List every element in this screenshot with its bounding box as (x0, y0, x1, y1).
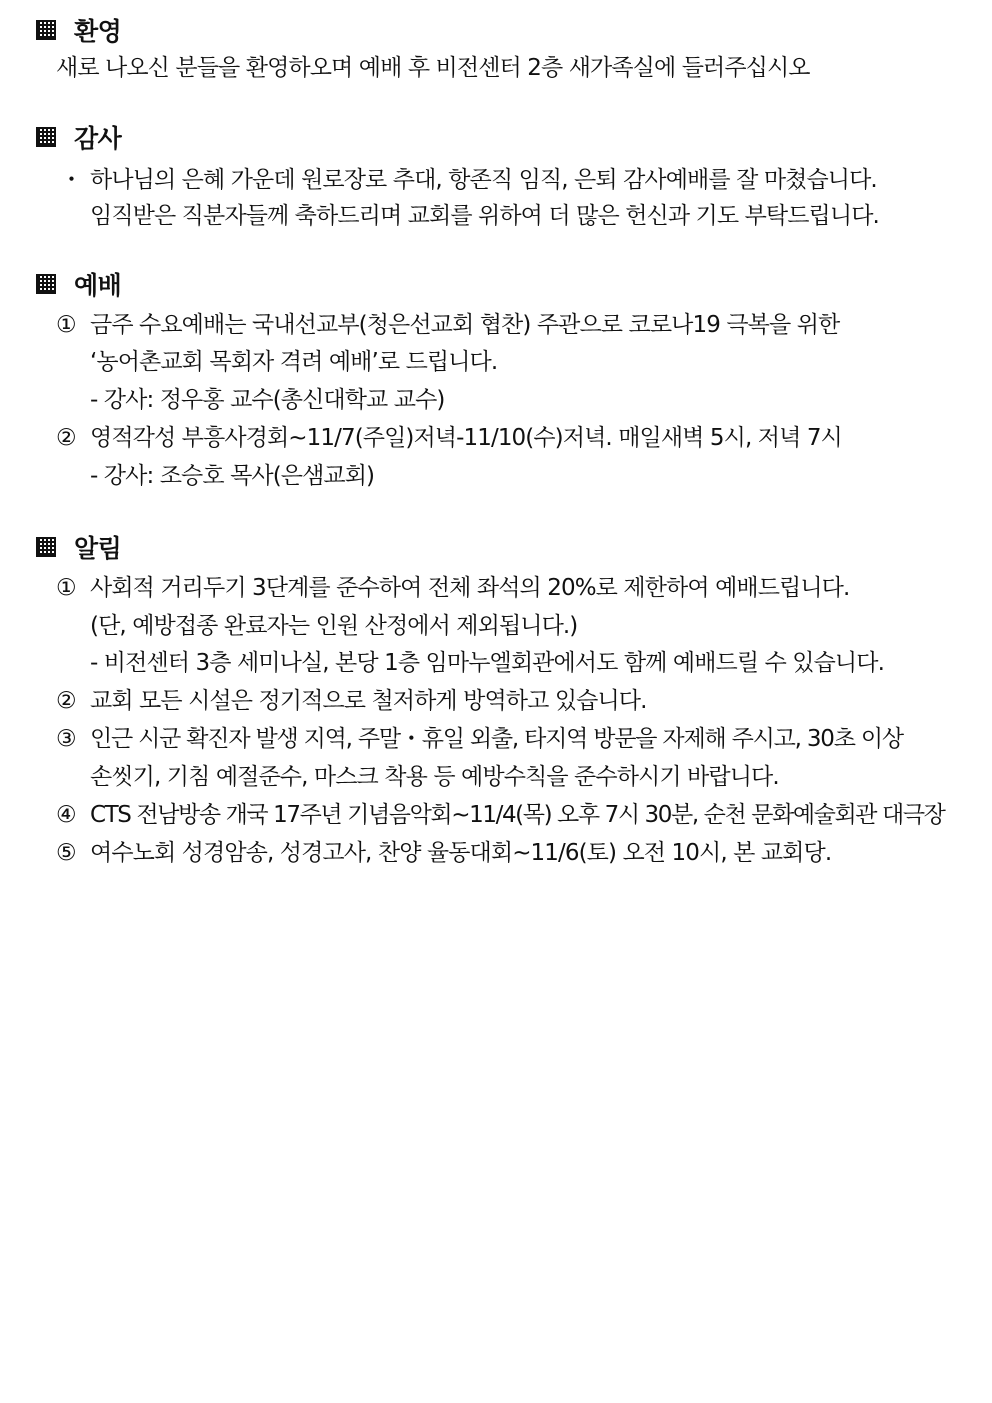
thanks-heading-text: 감사 (74, 124, 122, 153)
worship-item-1-number: ① (56, 312, 77, 338)
notice-heading (36, 531, 121, 563)
square-bullet-icon (36, 127, 56, 147)
welcome-heading (36, 14, 121, 46)
welcome-heading-text: 환영 (74, 17, 122, 46)
worship-item-1-line-1: 금주 수요예배는 국내선교부(청은선교회 협찬) 주관으로 코로나19 극복을 위한 (90, 312, 840, 338)
notice-item-5-number: ⑤ (56, 840, 77, 866)
worship-item-2-number: ② (56, 425, 77, 451)
notice-item-5-line-1: 여수노회 성경암송, 성경고사, 찬양 율동대회~11/6(토) 오전 10시, 본 교회당. (90, 840, 832, 866)
notice-item-4-line-1: CTS 전남방송 개국 17주년 기념음악회~11/4(목) 오후 7시 30분, 순천 문화예술회관 대극장 (90, 802, 945, 828)
thanks-line-2: 임직받은 직분자들께 축하드리며 교회를 위하여 더 많은 헌신과 기도 부탁드립니다. (90, 203, 879, 229)
thanks-bullet: ・ (60, 167, 83, 193)
notice-item-2-number: ② (56, 688, 77, 714)
notice-item-4-number: ④ (56, 802, 77, 828)
notice-item-1-line-1: 사회적 거리두기 3단계를 준수하여 전체 좌석의 20%로 제한하여 예배드립니다. (90, 575, 850, 601)
welcome-text: 새로 나오신 분들을 환영하오며 예배 후 비전센터 2층 새가족실에 들러주십시오 (56, 55, 810, 81)
worship-heading (36, 268, 121, 300)
notice-item-1-line-2: (단, 예방접종 완료자는 인원 산정에서 제외됩니다.) (90, 613, 578, 639)
worship-item-2-line-1: 영적각성 부흥사경회~11/7(주일)저녁-11/10(수)저녁. 매일새벽 5시, 저녁 7시 (90, 425, 842, 451)
notice-item-2-line-1: 교회 모든 시설은 정기적으로 철저하게 방역하고 있습니다. (90, 688, 647, 714)
worship-heading-text: 예배 (74, 271, 122, 300)
notice-item-3-line-2: 손씻기, 기침 예절준수, 마스크 착용 등 예방수칙을 준수하시기 바랍니다. (90, 764, 779, 790)
thanks-line-1: 하나님의 은혜 가운데 원로장로 추대, 항존직 임직, 은퇴 감사예배를 잘 마쳤습니다. (90, 167, 877, 193)
square-bullet-icon (36, 274, 56, 294)
square-bullet-icon (36, 20, 56, 40)
worship-item-1-line-2: ‘농어촌교회 목회자 격려 예배’로 드립니다. (90, 349, 498, 375)
worship-item-2-line-2: - 강사: 조승호 목사(은샘교회) (90, 463, 375, 489)
notice-item-3-number: ③ (56, 726, 77, 752)
thanks-heading (36, 121, 121, 153)
worship-item-1-line-3: - 강사: 정우홍 교수(총신대학교 교수) (90, 387, 445, 413)
square-bullet-icon (36, 537, 56, 557)
notice-heading-text: 알림 (74, 534, 122, 563)
notice-item-1-line-3: - 비전센터 3층 세미나실, 본당 1층 임마누엘회관에서도 함께 예배드릴 수 있습니다. (90, 650, 884, 676)
notice-item-3-line-1: 인근 시군 확진자 발생 지역, 주말・휴일 외출, 타지역 방문을 자제해 주시고, 30초 이상 (90, 726, 903, 752)
notice-item-1-number: ① (56, 575, 77, 601)
